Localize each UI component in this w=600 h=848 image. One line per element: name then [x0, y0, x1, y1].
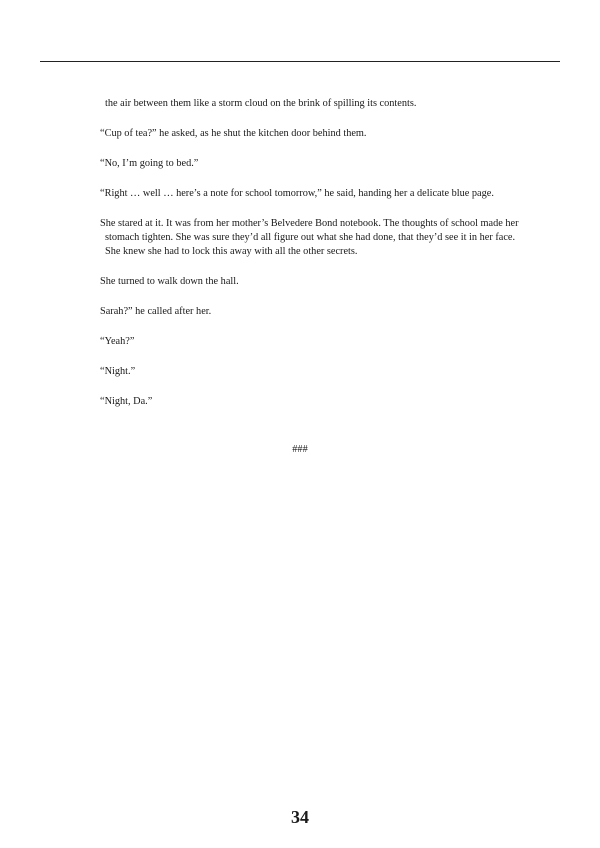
paragraph-called: Sarah?” he called after her. [100, 306, 212, 317]
paragraph-yeah: “Yeah?” [100, 336, 135, 347]
scene-break: ### [292, 444, 308, 455]
page-number: 34 [291, 807, 309, 827]
header-rule [40, 61, 560, 62]
paragraph-walk: She turned to walk down the hall. [100, 276, 239, 287]
paragraph-notebook: She stared at it. It was from her mother’s Belvedere Bond notebook. The thoughts of school made her stomach tighten. She was sure they’d all figure out what she had done, that they’d see it in her face. She knew she had to lock this away with all the other secrets. [100, 218, 519, 257]
paragraph-dialogue-bed: “No, I’m going to bed.” [100, 158, 199, 169]
paragraph-night: “Night.” [100, 366, 136, 377]
paragraph-dialogue-note: “Right … well … here’s a note for school tomorrow,” he said, handing her a delicate blue page. [100, 188, 494, 199]
paragraph-continuation: the air between them like a storm cloud on the brink of spilling its contents. [105, 98, 417, 109]
paragraph-night-da: “Night, Da.” [100, 396, 153, 407]
body-text [100, 97, 530, 425]
paragraph-dialogue-tea: “Cup of tea?” he asked, as he shut the kitchen door behind them. [100, 128, 367, 139]
